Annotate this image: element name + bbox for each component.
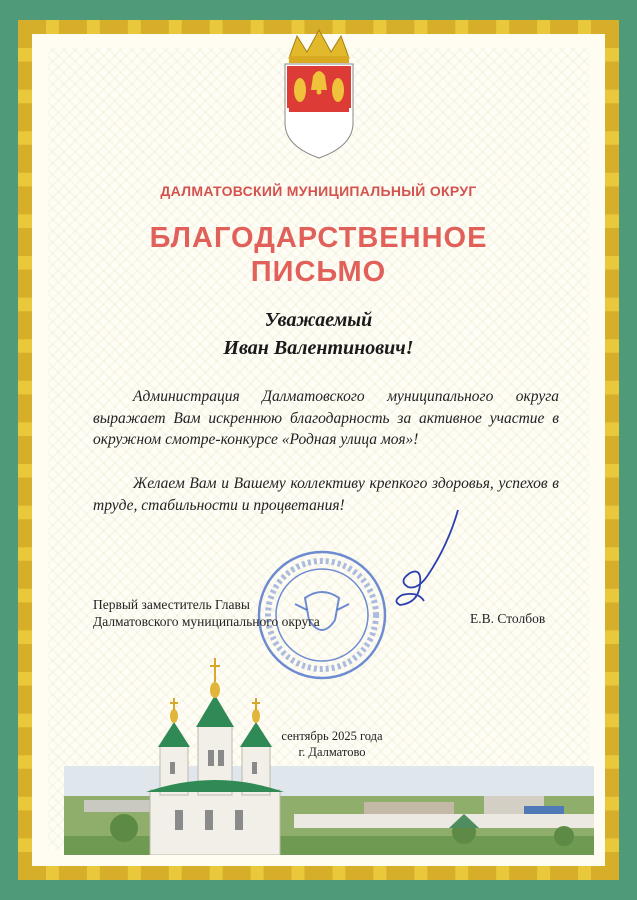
body-paragraph-2: Желаем Вам и Вашему коллективу крепкого здоровья, успехов в труде, стабильности и процветания! (93, 475, 559, 514)
greeting-recipient-name: Иван Валентинович! (223, 337, 414, 359)
coat-of-arms-emblem (279, 28, 359, 162)
body-paragraph-1: Администрация Далматовского муниципального округа выражает Вам искреннюю благодарность за активное участие в окружном смотре-конкурсе «Родная улица моя»! (93, 388, 559, 448)
signer-position (93, 596, 320, 630)
issue-place: г. Далматово (298, 745, 366, 759)
signer-position-line-2: Далматовского муниципального округа (93, 614, 320, 629)
date-and-place (262, 728, 402, 760)
signer-name: Е.В. Столбов (470, 611, 546, 626)
issue-date: сентябрь 2025 года (281, 729, 383, 743)
organization-name: ДАЛМАТОВСКИЙ МУНИЦИПАЛЬНЫЙ ОКРУГ (160, 183, 477, 199)
document-title-line-2: ПИСЬМО (250, 256, 387, 288)
signer-position-line-1: Первый заместитель Главы (93, 597, 250, 612)
handwritten-signature (388, 505, 468, 625)
greeting-salutation: Уважаемый (264, 309, 373, 331)
document-title-line-1: БЛАГОДАРСТВЕННОЕ (149, 222, 488, 254)
